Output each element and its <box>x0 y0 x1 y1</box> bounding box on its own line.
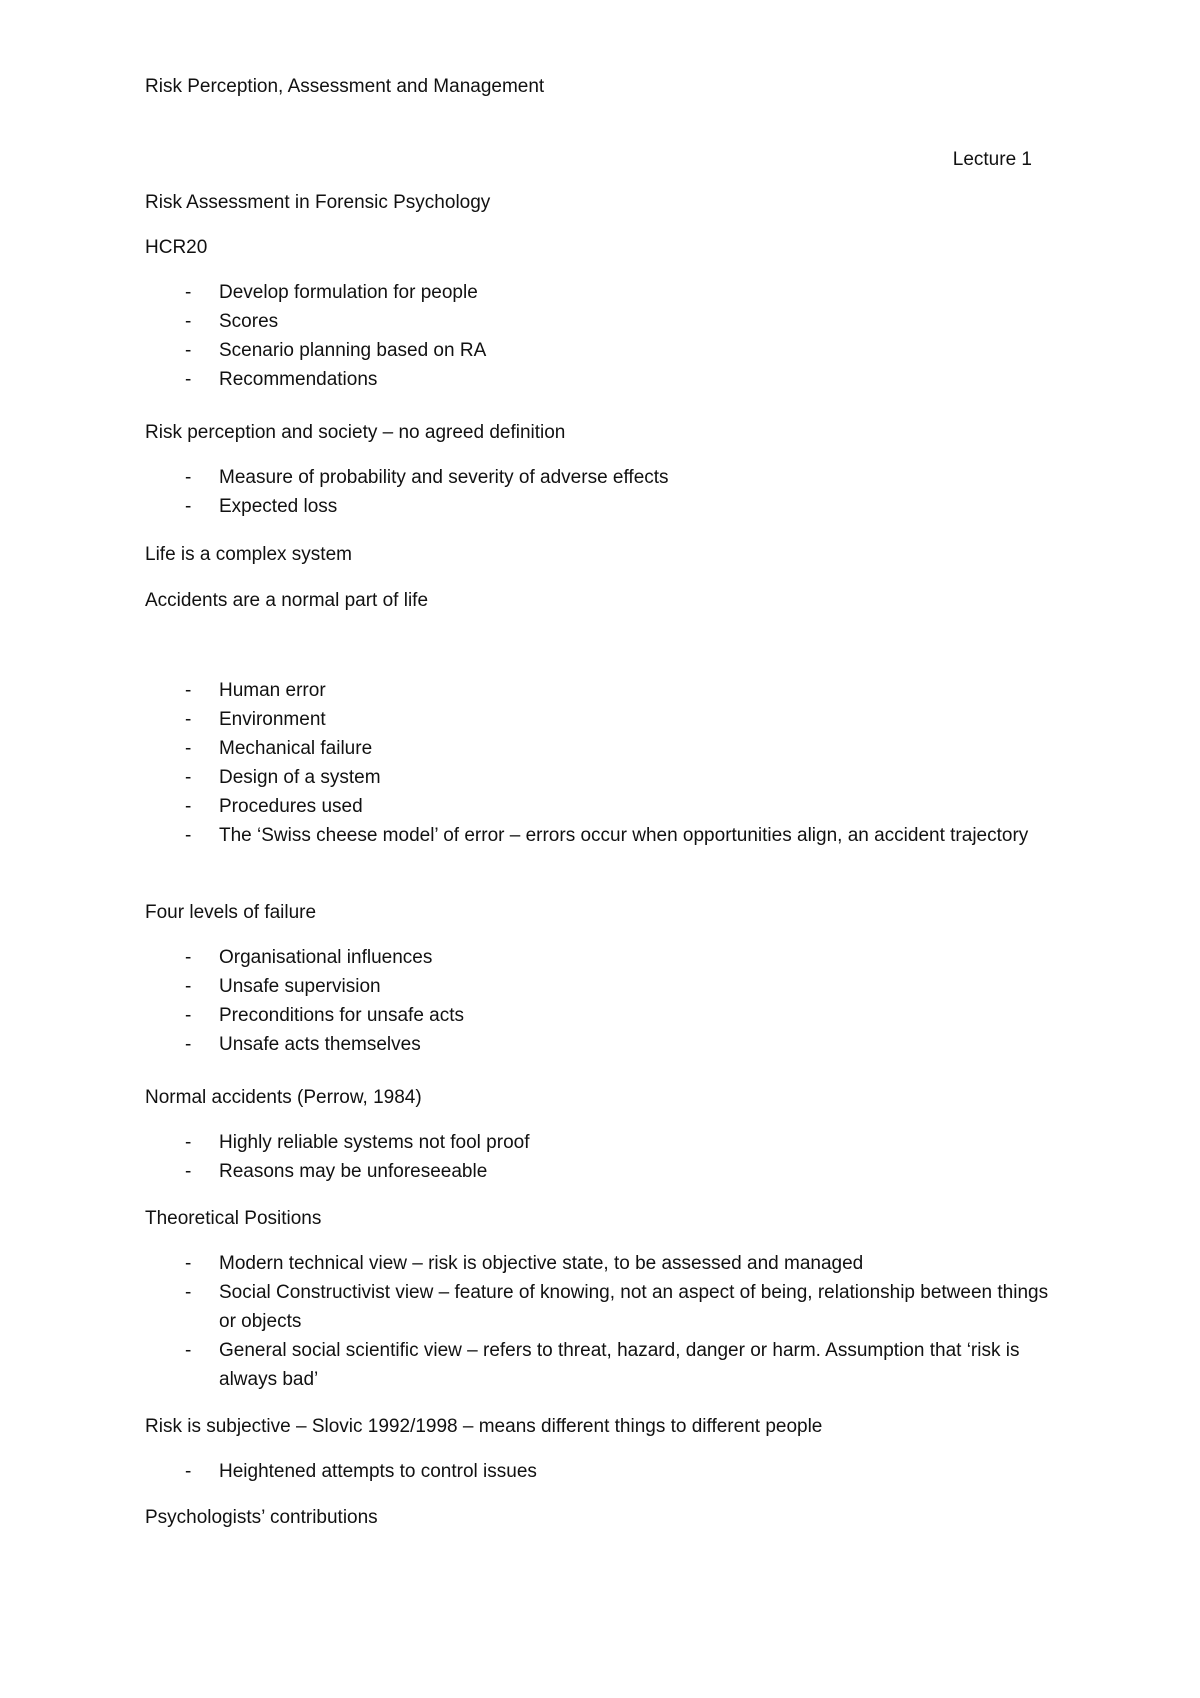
list-item <box>145 492 1055 521</box>
list-item-text: Expected loss <box>219 496 338 517</box>
bullet-dash: - <box>185 976 192 997</box>
list-item-text: Unsafe supervision <box>219 976 381 997</box>
list-item <box>145 278 1055 307</box>
section-hcr20 <box>145 233 1055 394</box>
bullet-dash: - <box>185 680 192 701</box>
list-item <box>145 365 1055 394</box>
list-item-text: Modern technical view – risk is objective state, to be assessed and managed <box>219 1253 864 1274</box>
bullet-dash: - <box>185 1340 192 1361</box>
bullet-dash: - <box>185 947 192 968</box>
bullet-list <box>145 278 1055 394</box>
section-accident-causes <box>145 676 1055 850</box>
section-heading: Risk perception and society – no agreed definition <box>145 422 566 443</box>
list-item <box>145 1128 1055 1157</box>
bullet-list <box>145 1249 1055 1394</box>
bullet-dash: - <box>185 1253 192 1274</box>
section-heading: Accidents are a normal part of life <box>145 590 429 611</box>
list-item <box>145 1278 1055 1336</box>
list-item-text: Measure of probability and severity of adverse effects <box>219 467 669 488</box>
section-heading: Theoretical Positions <box>145 1208 322 1229</box>
section-heading: HCR20 <box>145 237 208 258</box>
list-item <box>145 943 1055 972</box>
list-item-text: Recommendations <box>219 369 378 390</box>
bullet-dash: - <box>185 467 192 488</box>
section-heading: Four levels of failure <box>145 902 317 923</box>
section-heading: Psychologists’ contributions <box>145 1507 378 1528</box>
section-heading: Risk Assessment in Forensic Psychology <box>145 192 491 213</box>
section-four-levels <box>145 898 1055 1059</box>
list-item <box>145 463 1055 492</box>
bullet-dash: - <box>185 340 192 361</box>
bullet-dash: - <box>185 496 192 517</box>
bullet-list <box>145 943 1055 1059</box>
list-item <box>145 705 1055 734</box>
section-risk-perception <box>145 418 1055 521</box>
list-item <box>145 1001 1055 1030</box>
list-item-text: Human error <box>219 680 326 701</box>
list-item-text: Preconditions for unsafe acts <box>219 1005 465 1026</box>
bullet-dash: - <box>185 796 192 817</box>
list-item-text: Social Constructivist view – feature of knowing, not an aspect of being, relationship between things or objects <box>219 1282 1049 1332</box>
section-accidents-normal <box>145 586 1055 615</box>
bullet-dash: - <box>185 1461 192 1482</box>
section-risk-subjective <box>145 1412 1055 1486</box>
section-theoretical-positions <box>145 1204 1055 1394</box>
section-forensic-assessment <box>145 188 1055 217</box>
bullet-dash: - <box>185 1005 192 1026</box>
lecture-label: Lecture 1 <box>952 149 1032 170</box>
bullet-dash: - <box>185 825 192 846</box>
list-item-text: Highly reliable systems not fool proof <box>219 1132 530 1153</box>
bullet-dash: - <box>185 282 192 303</box>
list-item-text: Procedures used <box>219 796 363 817</box>
list-item-text: Mechanical failure <box>219 738 373 759</box>
list-item <box>145 676 1055 705</box>
list-item <box>145 1157 1055 1186</box>
list-item <box>145 1457 1055 1486</box>
list-item <box>145 763 1055 792</box>
list-item-text: Design of a system <box>219 767 381 788</box>
list-item <box>145 972 1055 1001</box>
list-item <box>145 1030 1055 1059</box>
section-heading: Normal accidents (Perrow, 1984) <box>145 1087 422 1108</box>
list-item <box>145 821 1055 850</box>
section-complex-system <box>145 540 1055 569</box>
list-item-text: Heightened attempts to control issues <box>219 1461 537 1482</box>
bullet-dash: - <box>185 1132 192 1153</box>
list-item-text: Develop formulation for people <box>219 282 478 303</box>
list-item <box>145 1336 1055 1394</box>
bullet-dash: - <box>185 738 192 759</box>
section-heading: Risk is subjective – Slovic 1992/1998 – means different things to different people <box>145 1416 823 1437</box>
list-item-text: The ‘Swiss cheese model’ of error – errors occur when opportunities align, an accident trajectory <box>219 825 1029 846</box>
list-item-text: Unsafe acts themselves <box>219 1034 421 1055</box>
bullet-list <box>145 463 1055 521</box>
list-item <box>145 1249 1055 1278</box>
bullet-list <box>145 1128 1055 1186</box>
list-item <box>145 734 1055 763</box>
bullet-dash: - <box>185 1161 192 1182</box>
list-item-text: Reasons may be unforeseeable <box>219 1161 488 1182</box>
list-item-text: Organisational influences <box>219 947 433 968</box>
bullet-dash: - <box>185 709 192 730</box>
bullet-dash: - <box>185 1034 192 1055</box>
bullet-dash: - <box>185 1282 192 1303</box>
list-item-text: Scenario planning based on RA <box>219 340 487 361</box>
bullet-list <box>145 676 1055 850</box>
bullet-dash: - <box>185 311 192 332</box>
section-normal-accidents <box>145 1083 1055 1186</box>
bullet-list <box>145 1457 1055 1486</box>
document-title: Risk Perception, Assessment and Management <box>145 76 545 97</box>
bullet-dash: - <box>185 767 192 788</box>
list-item-text: General social scientific view – refers to threat, hazard, danger or harm. Assumption that ‘risk is always bad’ <box>219 1340 1020 1390</box>
section-psychologists-contributions <box>145 1503 1055 1532</box>
list-item <box>145 336 1055 365</box>
bullet-dash: - <box>185 369 192 390</box>
list-item <box>145 792 1055 821</box>
list-item-text: Scores <box>219 311 279 332</box>
list-item-text: Environment <box>219 709 326 730</box>
section-heading: Life is a complex system <box>145 544 352 565</box>
list-item <box>145 307 1055 336</box>
